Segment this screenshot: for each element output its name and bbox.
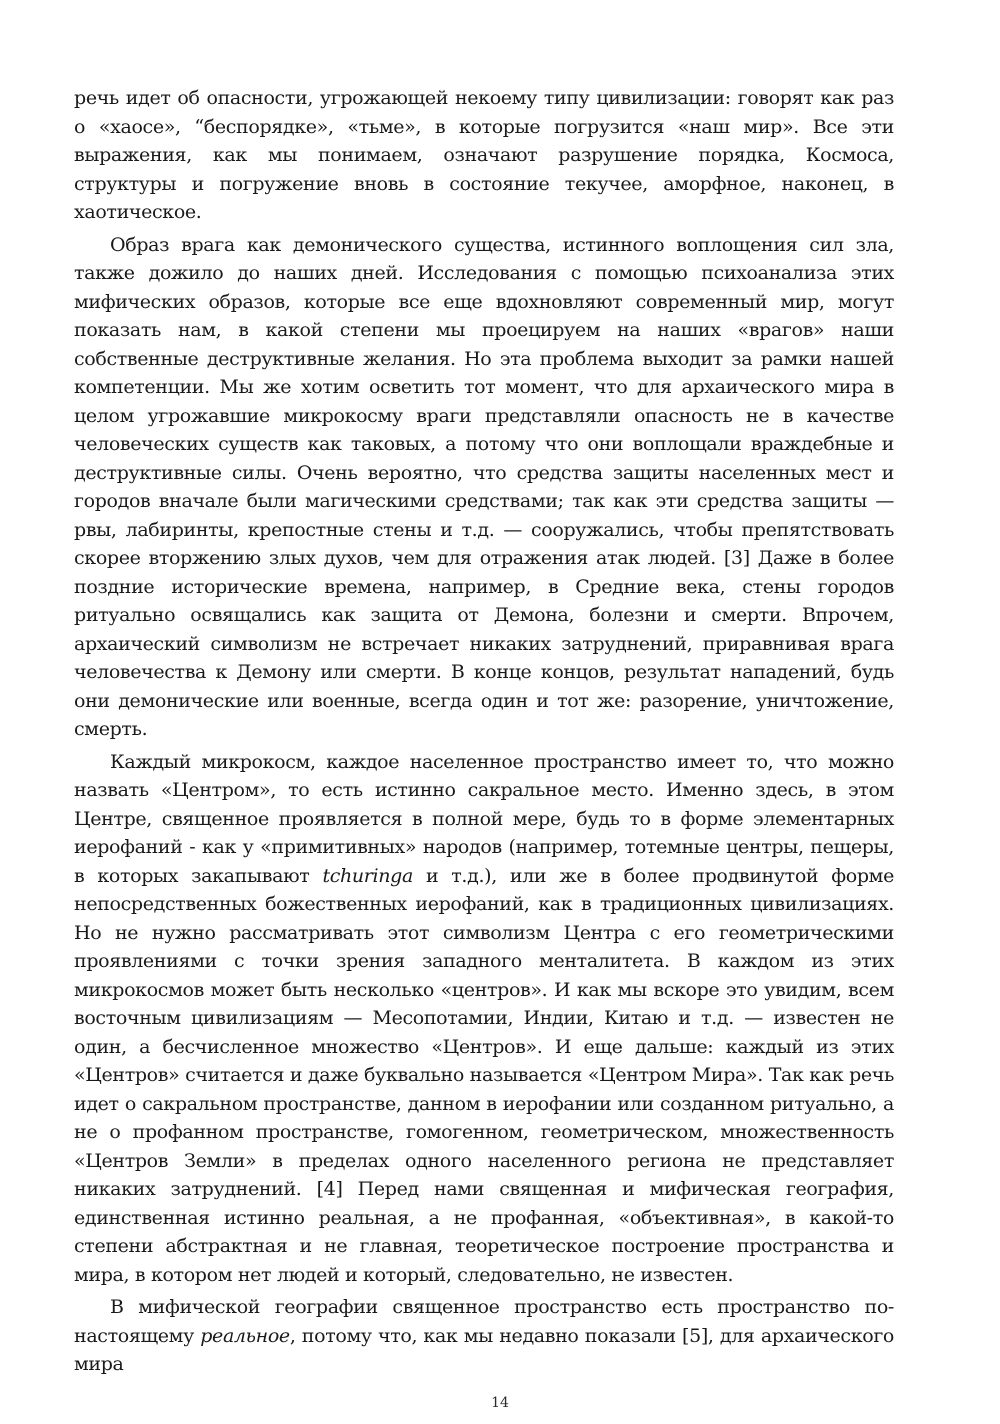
paragraph xyxy=(74,84,894,227)
page-number: 14 xyxy=(491,1395,509,1411)
body-text xyxy=(74,84,894,1379)
paragraph xyxy=(74,231,894,744)
text-run: , потому что, как мы недавно показали [5], для архаического мира xyxy=(74,1324,895,1375)
italic-term: реальное xyxy=(200,1324,290,1347)
text-run: Каждый микрокосм, каждое населенное пространство имеет то, что можно назвать «Центром», то есть истинно сакральное место. Именно здесь, в этом Центре, священное проявляется в полной мере, будь то в форме элементарных иерофаний - как у «примитивных» народов (например, тотемные центры, пещеры, в которых закапывают xyxy=(74,750,894,887)
italic-term: tchuringa xyxy=(322,864,413,887)
text-run: В мифической географии священное пространство есть пространство по-настоящему xyxy=(74,1296,894,1347)
paragraph xyxy=(74,1293,894,1379)
text-run: и т.д.), или же в более продвинутой форме непосредственных божественных иерофаний, как в традиционных цивилизациях. Но не нужно рассматривать этот символизм Центра с его геометрическими проявлениями с точки зрения западного менталитета. В каждом из этих микрокосмов может быть несколько «центров». И как мы вскоре это увидим, всем восточным цивилизациям — Месопотамии, Индии, Китаю и т.д. — известен не один, а бесчисленное множество «Центров». И еще дальше: каждый из этих «Центров» считается и даже буквально называется «Центром Мира». Так как речь идет о сакральном пространстве, данном в иерофании или созданном ритуально, а не о профанном пространстве, гомогенном, геометрическом, множественность «Центров Земли» в пределах одного населенного региона не представляет никаких затруднений. [4] Перед нами священная и мифическая география, единственная истинно реальная, а не профанная, «объективная», в какой-то степени абстрактная и не главная, теоретическое построение пространства и мира, в котором нет людей и который, следовательно, не известен. xyxy=(74,864,894,1286)
text-run: речь идет об опасности, угрожающей некоему типу цивилизации: говорят как раз о «хаосе», “беспорядке», «тьме», в которые погрузится «наш мир». Все эти выражения, как мы понимаем, означают разрушение порядка, Космоса, структуры и погружение вновь в состояние текучее, аморфное, наконец, в хаотическое. xyxy=(74,87,894,223)
text-run: Образ врага как демонического существа, истинного воплощения сил зла, также дожило до наших дней. Исследования с помощью психоанализа этих мифических образов, которые все еще вдохновляют современный мир, могут показать нам, в какой степени мы проецируем на наших «врагов» наши собственные деструктивные желания. Но эта проблема выходит за рамки нашей компетенции. Мы же хотим осветить тот момент, что для архаического мира в целом угрожавшие микрокосму враги представляли опасность не в качестве человеческих существ как таковых, а потому что они воплощали враждебные и деструктивные силы. Очень вероятно, что средства защиты населенных мест и городов вначале были магическими средствами; так как эти средства защиты — рвы, лабиринты, крепостные стены и т.д. — сооружались, чтобы препятствовать скорее вторжению злых духов, чем для отражения атак людей. [3] Даже в более поздние исторические времена, например, в Средние века, стены городов ритуально освящались как защита от Демона, болезни и смерти. Впрочем, архаический символизм не встречает никаких затруднений, приравнивая врага человечества к Демону или смерти. В конце концов, результат нападений, будь они демонические или военные, всегда один и тот же: разорение, уничтожение, смерть. xyxy=(74,233,894,740)
paragraph xyxy=(74,748,894,1290)
